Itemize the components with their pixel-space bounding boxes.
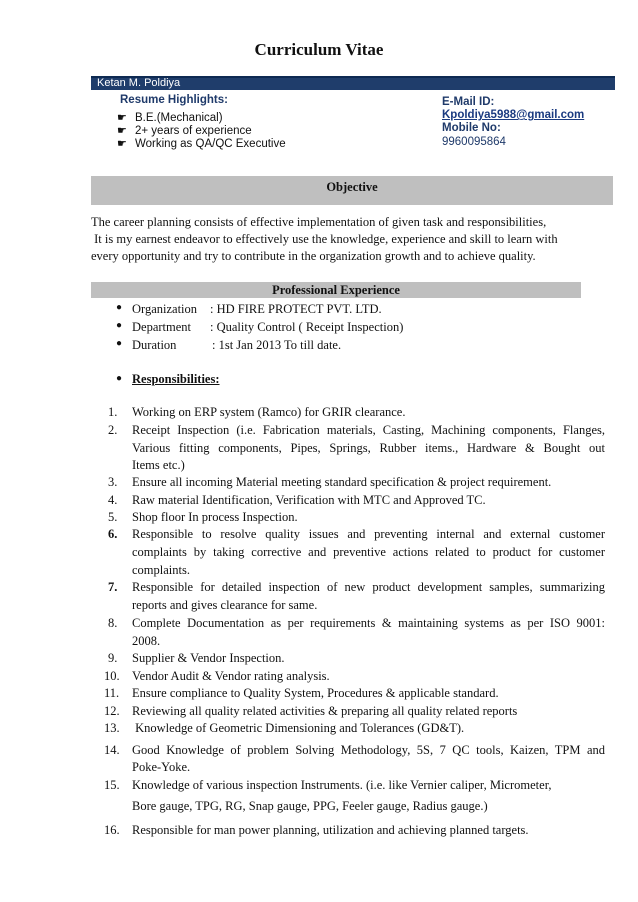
highlight-item: ☛ 2+ years of experience xyxy=(117,125,252,137)
responsibility-line: Good Knowledge of problem Solving Methodology, 5S, 7 QC tools, Kaizen, TPM and xyxy=(132,743,605,757)
responsibility-line: reports and gives clearance for same. xyxy=(132,598,318,612)
email-label: E-Mail ID: xyxy=(442,96,495,108)
responsibility-number: 8. xyxy=(108,616,118,630)
department-label: Department xyxy=(132,320,192,334)
responsibility-line: Raw material Identification, Verification with MTC and Approved TC. xyxy=(132,493,486,507)
responsibility-line: Complete Documentation as per requirements & maintaining systems as per ISO 9001: xyxy=(132,616,605,630)
organization-label: Organization xyxy=(132,302,198,316)
objective-line: The career planning consists of effective implementation of given task and responsibilities, xyxy=(91,215,547,229)
responsibility-line: Bore gauge, TPG, RG, Snap gauge, PPG, Feeler gauge, Radius gauge.) xyxy=(132,799,488,813)
highlights-heading: Resume Highlights: xyxy=(120,94,228,106)
bullet-icon: ● xyxy=(116,320,123,331)
responsibility-line: complaints by taking corrective and preventive actions related to product for customer xyxy=(132,545,605,559)
highlight-item: ☛ B.E.(Mechanical) xyxy=(117,112,223,124)
responsibility-line: Various fitting components, Pipes, Springs, Rubber items., Hardware & Bought out xyxy=(132,441,605,455)
responsibility-line: 2008. xyxy=(132,634,161,648)
name-bar xyxy=(91,76,615,90)
mobile-label: Mobile No: xyxy=(442,122,501,134)
mobile-number: 9960095864 xyxy=(442,136,506,148)
bullet-icon: ● xyxy=(116,302,123,313)
experience-heading: Professional Experience xyxy=(91,282,581,298)
responsibility-number: 5. xyxy=(108,510,118,524)
responsibility-line: Vendor Audit & Vendor rating analysis. xyxy=(132,669,330,683)
highlight-item: ☛ Working as QA/QC Executive xyxy=(117,138,286,150)
responsibility-line: Responsible for detailed inspection of new product development samples, summarizing xyxy=(132,580,605,594)
responsibility-number: 9. xyxy=(108,651,118,665)
responsibility-number: 3. xyxy=(108,475,118,489)
objective-line: It is my earnest endeavor to effectively use the knowledge, experience and skill to learn with xyxy=(91,232,558,246)
responsibility-line: Reviewing all quality related activities & preparing all quality related reports xyxy=(132,704,518,718)
responsibilities-heading: Responsibilities: xyxy=(132,372,220,386)
responsibility-number: 6. xyxy=(108,527,118,541)
responsibility-line: Shop floor In process Inspection. xyxy=(132,510,298,524)
responsibility-number: 14. xyxy=(104,743,120,757)
organization-value: : HD FIRE PROTECT PVT. LTD. xyxy=(210,302,382,316)
responsibility-number: 1. xyxy=(108,405,118,419)
responsibility-line: Knowledge of various inspection Instruments. (i.e. like Vernier caliper, Micrometer, xyxy=(132,778,552,792)
objective-heading: Objective xyxy=(91,176,613,205)
responsibility-line: Responsible for man power planning, utilization and achieving planned targets. xyxy=(132,823,529,837)
duration-label: Duration xyxy=(132,338,177,352)
responsibility-line: Items etc.) xyxy=(132,458,185,472)
responsibility-line: Supplier & Vendor Inspection. xyxy=(132,651,285,665)
pointing-hand-icon: ☛ xyxy=(117,125,127,137)
responsibility-number: 15. xyxy=(104,778,120,792)
responsibility-line: Receipt Inspection (i.e. Fabrication materials, Casting, Machining components, Flanges, xyxy=(132,423,605,437)
objective-line: every opportunity and try to contribute in the organization growth and to achieve quality. xyxy=(91,249,536,263)
responsibility-number: 2. xyxy=(108,423,118,437)
responsibility-number: 4. xyxy=(108,493,118,507)
responsibility-line: Poke-Yoke. xyxy=(132,760,191,774)
responsibility-line: Working on ERP system (Ramco) for GRIR clearance. xyxy=(132,405,406,419)
responsibility-line: Knowledge of Geometric Dimensioning and Tolerances (GD&T). xyxy=(132,721,465,735)
responsibility-line: Ensure all incoming Material meeting standard specification & project requirement. xyxy=(132,475,552,489)
duration-value: : 1st Jan 2013 To till date. xyxy=(212,338,342,352)
responsibility-line: complaints. xyxy=(132,563,190,577)
document-title: Curriculum Vitae xyxy=(254,40,384,59)
email-link[interactable]: Kpoldiya5988@gmail.com xyxy=(442,109,585,121)
responsibility-number: 7. xyxy=(108,580,118,594)
bullet-icon: ● xyxy=(116,373,123,384)
responsibility-line: Responsible to resolve quality issues and preventing internal and external customer xyxy=(132,527,605,541)
department-value: : Quality Control ( Receipt Inspection) xyxy=(210,320,404,334)
responsibility-number: 11. xyxy=(104,686,120,700)
candidate-name: Ketan M. Poldiya xyxy=(97,77,181,89)
responsibility-number: 10. xyxy=(104,669,120,683)
responsibility-number: 16. xyxy=(104,823,120,837)
pointing-hand-icon: ☛ xyxy=(117,112,127,124)
responsibility-number: 12. xyxy=(104,704,120,718)
responsibility-number: 13. xyxy=(104,721,120,735)
bullet-icon: ● xyxy=(116,338,123,349)
pointing-hand-icon: ☛ xyxy=(117,138,127,150)
responsibility-line: Ensure compliance to Quality System, Procedures & applicable standard. xyxy=(132,686,499,700)
